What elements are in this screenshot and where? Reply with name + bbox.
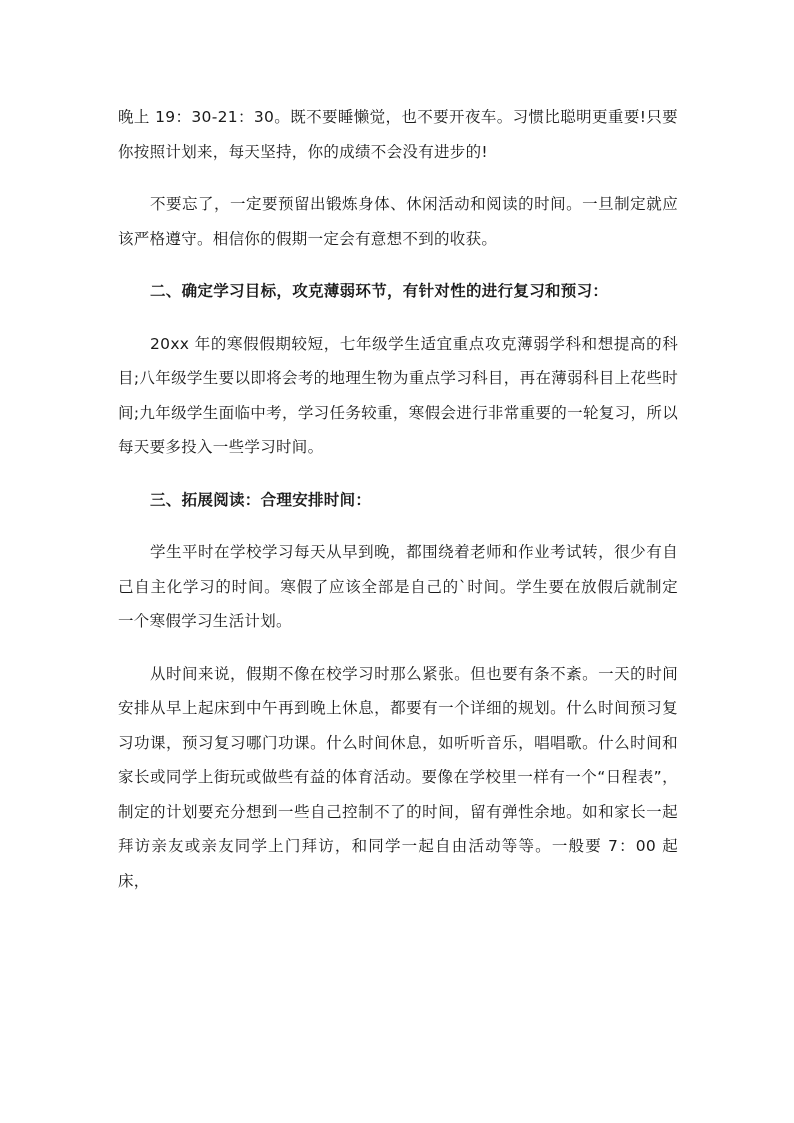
paragraph-winter-plan: 学生平时在学校学习每天从早到晚，都围绕着老师和作业考试转，很少有自己自主化学习的时间。寒假了应该全部是自己的`时间。学生要在放假后就制定一个寒假学习生活计划。 — [118, 543, 678, 630]
section-heading-extended-reading: 三、拓展阅读：合理安排时间： — [150, 490, 372, 509]
paragraph-spacer — [118, 465, 678, 483]
paragraph-grade-advice: 20xx 年的寒假假期较短，七年级学生适宜重点攻克薄弱学科和想提高的科目;八年级学生要以即将会考的地理生物为重点学习科目，再在薄弱科目上花些时间;九年级学生面临中考，学习任务较重，寒假会进行非常重要的一轮复习，所以每天要多投入一些学习时间。 — [118, 334, 678, 456]
paragraph-spacer — [118, 517, 678, 535]
paragraph-spacer — [118, 169, 678, 187]
section-heading-study-goals: 二、确定学习目标，攻克薄弱环节，有针对性的进行复习和预习： — [150, 282, 609, 300]
document-body — [118, 100, 678, 898]
paragraph-spacer — [118, 639, 678, 657]
paragraph-reserve-time: 不要忘了，一定要预留出锻炼身体、休闲活动和阅读的时间。一旦制定就应该严格遵守。相信你的假期一定会有意想不到的收获。 — [118, 195, 678, 248]
paragraph-time-arrangement: 从时间来说，假期不像在校学习时那么紧张。但也要有条不紊。一天的时间安排从早上起床到中午再到晚上休息，都要有一个详细的规划。什么时间预习复习功课，预习复习哪门功课。什么时间休息，如听听音乐，唱唱歌。什么时间和家长或同学上街玩或做些有益的体育活动。要像在学校里一样有一个“日程表”，制定的计划要充分想到一些自己控制不了的时间，留有弹性余地。如和家长一起拜访亲友或亲友同学上门拜访，和同学一起自由活动等等。一般要 7：00 起床， — [118, 664, 678, 890]
paragraph-spacer — [118, 256, 678, 274]
paragraph-schedule-continuation: 晚上 19：30-21：30。既不要睡懒觉，也不要开夜车。习惯比聪明更重要!只要你按照计划来，每天坚持，你的成绩不会没有进步的! — [118, 108, 678, 161]
paragraph-spacer — [118, 309, 678, 327]
